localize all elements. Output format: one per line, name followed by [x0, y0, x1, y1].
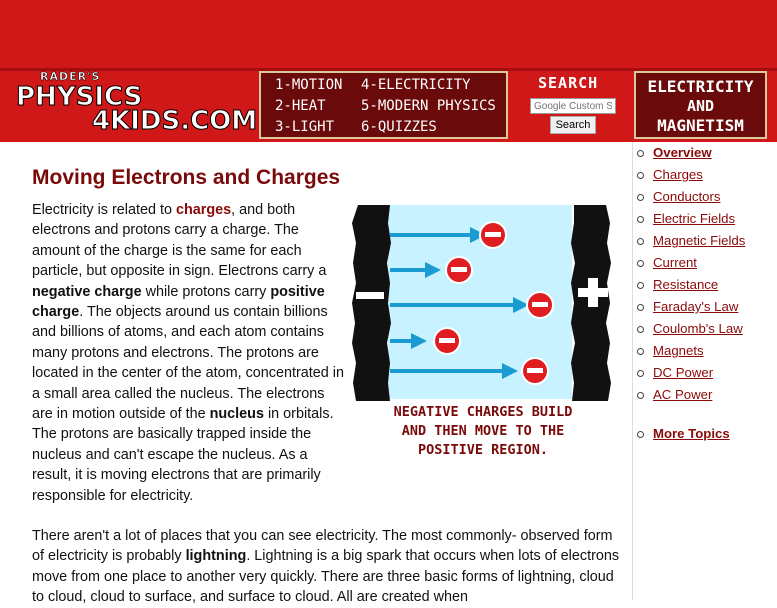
search-button[interactable]: Search: [550, 116, 596, 134]
sidebar-link-coulombs-law[interactable]: Coulomb's Law: [653, 321, 743, 336]
bullet-icon: [637, 150, 644, 157]
sidebar-item-faradays-law: [633, 296, 770, 318]
sidebar-link-current[interactable]: Current: [653, 255, 697, 270]
bold-text: nucleus: [209, 406, 264, 423]
sidebar-item-more-topics: [633, 423, 770, 445]
text: while protons carry: [141, 283, 271, 300]
nav-quizzes[interactable]: 6-QUIZZES: [361, 119, 437, 135]
sidebar-link-resistance[interactable]: Resistance: [653, 277, 719, 292]
logo-line-1: PHYSICS: [16, 82, 143, 112]
sidebar-item-coulombs-law: [633, 318, 770, 340]
sidebar-item-charges: [633, 164, 770, 186]
caption-line-1: NEGATIVE CHARGES BUILD: [393, 404, 573, 420]
sidebar-item-magnets: [633, 340, 770, 362]
sidebar-link-overview[interactable]: Overview: [653, 145, 712, 160]
nav-modern-physics[interactable]: 5-MODERN PHYSICS: [361, 98, 496, 114]
section-banner: [634, 71, 767, 139]
text: . The objects around us contain billions and billions of atoms, and each atom contains many protons and electrons. The protons are located in the center of the atom, concentrated in a small area called the nucleus. The electrons are in motion outside of the: [32, 304, 344, 423]
nav-electricity[interactable]: 4-ELECTRICITY: [361, 77, 471, 93]
caption-line-2: AND THEN MOVE TO THE: [401, 423, 565, 439]
bullet-icon: [637, 260, 644, 267]
negative-plate: [352, 205, 391, 401]
text: . Lightning is a big spark that occurs when lots of electrons move from one place to another very quickly. There are three basic forms of lightning, cloud to cloud, cloud to surface, and surface to cloud. All are created when: [32, 548, 620, 606]
sidebar-link-magnets[interactable]: Magnets: [653, 343, 704, 358]
search-label: SEARCH: [538, 74, 599, 92]
sidebar-link-more-topics[interactable]: More Topics: [653, 426, 730, 441]
paragraph-1: [32, 200, 344, 506]
sidebar-link-magnetic-fields[interactable]: Magnetic Fields: [653, 233, 746, 248]
section-line-3: MAGNETISM: [657, 116, 744, 135]
topic-nav: [259, 71, 508, 139]
bullet-icon: [637, 431, 644, 438]
search-box: [524, 72, 624, 138]
section-line-1: ELECTRICITY: [647, 77, 754, 96]
bullet-icon: [637, 172, 644, 179]
site-logo[interactable]: [10, 70, 258, 138]
charge-diagram: [352, 203, 614, 463]
bullet-icon: [637, 282, 644, 289]
sidebar-link-conductors[interactable]: Conductors: [653, 189, 721, 204]
sidebar-item-ac-power: [633, 384, 770, 406]
sidebar-item-resistance: [633, 274, 770, 296]
sidebar-item-current: [633, 252, 770, 274]
bullet-icon: [637, 392, 644, 399]
bullet-icon: [637, 304, 644, 311]
text: in orbitals. The protons are basically trapped inside the nucleus and can't escape the nucleus. As a result, it is moving electrons that are primarily responsible for electricity.: [32, 406, 334, 504]
sidebar-item-magnetic-fields: [633, 230, 770, 252]
nav-heat[interactable]: 2-HEAT: [275, 98, 326, 114]
caption-line-3: POSITIVE REGION.: [417, 442, 549, 458]
logo-line-2: 4KIDS.COM: [92, 106, 258, 136]
sidebar-spacer: [633, 406, 770, 423]
search-input[interactable]: [530, 98, 616, 114]
nav-light[interactable]: 3-LIGHT: [275, 119, 335, 135]
sidebar-link-dc-power[interactable]: DC Power: [653, 365, 714, 380]
nav-motion[interactable]: 1-MOTION: [275, 77, 343, 93]
charges-link[interactable]: charges: [175, 202, 232, 218]
sidebar-item-electric-fields: [633, 208, 770, 230]
logo-small-text: RADER'S: [40, 70, 101, 83]
bullet-icon: [637, 348, 644, 355]
page-title: Moving Electrons and Charges: [32, 166, 341, 189]
bold-text: lightning: [185, 548, 247, 565]
minus-sign-icon: [356, 292, 384, 299]
charge-diagram-graphic: [352, 203, 614, 403]
bullet-icon: [637, 326, 644, 333]
sidebar-item-overview: [633, 142, 770, 164]
figure-caption: [352, 403, 614, 460]
sidebar-item-dc-power: [633, 362, 770, 384]
text: , and both electrons and protons carry a charge. The amount of the charge is the same for each particle, but opposite in sign. Electrons carry a: [32, 202, 327, 280]
bold-text: positive charge: [32, 283, 325, 321]
bullet-icon: [637, 194, 644, 201]
sidebar-link-charges[interactable]: Charges: [653, 167, 703, 182]
bullet-icon: [637, 216, 644, 223]
bullet-icon: [637, 370, 644, 377]
sidebar-link-electric-fields[interactable]: Electric Fields: [653, 211, 736, 226]
text: Electricity is related to: [32, 202, 176, 218]
topic-list: [633, 142, 770, 445]
text: There aren't a lot of places that you can see electricity. The most commonly- observed form of electricity is probably: [32, 528, 613, 565]
sidebar-link-faradays-law[interactable]: Faraday's Law: [653, 299, 739, 314]
bullet-icon: [637, 238, 644, 245]
section-line-2: AND: [686, 97, 715, 115]
bold-text: negative charge: [32, 283, 142, 300]
paragraph-2: [32, 526, 628, 608]
sidebar-item-conductors: [633, 186, 770, 208]
sidebar-link-ac-power[interactable]: AC Power: [653, 387, 713, 402]
sidebar: [632, 142, 770, 600]
